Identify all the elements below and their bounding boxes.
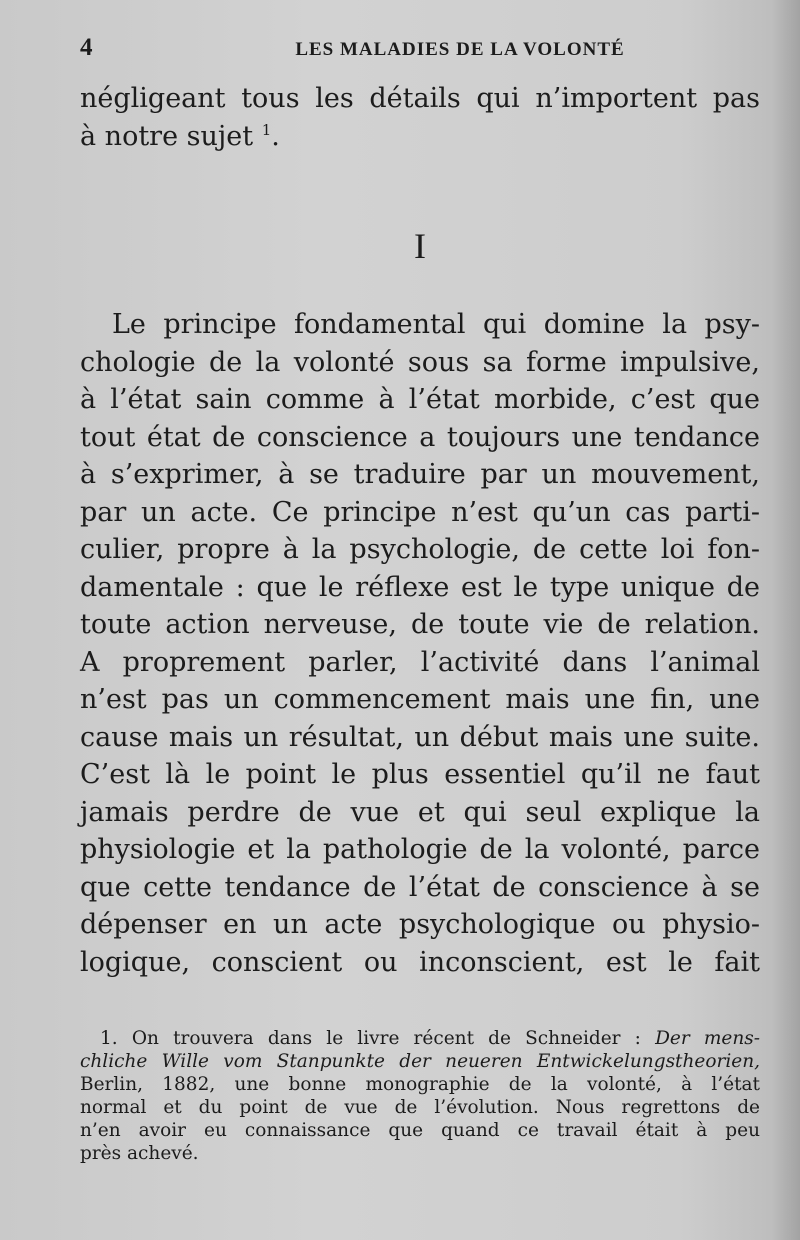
page-edge-shadow [772, 0, 800, 1240]
footnote-text: 1. On trouvera dans le livre récent de Schneider : [100, 1028, 656, 1049]
text-line: damentale : que le réflexe est le type unique de [80, 571, 760, 603]
text-line-last [80, 118, 760, 156]
text-line: par un acte. Ce principe n’est qu’un cas parti- [80, 496, 760, 528]
text-line: négligeant tous les détails qui n’importent pas [80, 83, 760, 114]
text-line: C’est là le point le plus essentiel qu’il ne faut [80, 759, 760, 790]
text-line: A proprement parler, l’activité dans l’animal [80, 646, 760, 678]
text-line: Le principe fondamental qui domine la psy- [112, 309, 760, 340]
text-line: chologie de la volonté sous sa forme impulsive, [80, 346, 760, 378]
page-number: 4 [80, 34, 93, 61]
text-line: que cette tendance de l’état de conscience à se [80, 871, 760, 903]
footnote-italic: Der mens- [655, 1028, 761, 1049]
text-line: n’est pas un commencement mais une fin, une [80, 684, 760, 715]
text-line: à s’exprimer, à se traduire par un mouvement, [80, 459, 760, 490]
footnote-line-last: près achevé. [80, 1143, 199, 1164]
text-line: logique, conscient ou inconscient, est le fait [80, 946, 760, 978]
text-line: toute action nerveuse, de toute vie de relation. [80, 609, 760, 640]
running-head: LES MALADIES DE LA VOLONTÉ [295, 39, 625, 60]
text-line: cause mais un résultat, un début mais une suite. [80, 721, 760, 753]
footnote-line: normal et du point de vue de l’évolution. Nous regrettons de [80, 1097, 760, 1118]
page-header [80, 34, 760, 68]
footnote-line: Berlin, 1882, une bonne monographie de la volonté, à l’état [80, 1074, 760, 1095]
text-fragment: à notre sujet [80, 121, 254, 152]
text-line: jamais perdre de vue et qui seul explique la [80, 796, 760, 828]
text-fragment: . [271, 121, 280, 152]
footnote-line: n’en avoir eu connaissance que quand ce travail était à peu [80, 1120, 760, 1141]
footnote [80, 1027, 760, 1165]
text-line: dépenser en un acte psychologique ou physio- [80, 909, 760, 940]
footnote-reference: 1 [261, 121, 272, 139]
section-heading: I [414, 226, 426, 266]
text-line: tout état de conscience a toujours une tendance [80, 421, 760, 453]
continued-paragraph [80, 80, 760, 156]
text-line: à l’état sain comme à l’état morbide, c’est que [80, 384, 760, 415]
body-paragraph [80, 306, 760, 981]
text-line: culier, propre à la psychologie, de cette loi fon- [80, 534, 760, 565]
footnote-line-italic: chliche Wille vom Stanpunkte der neueren Entwickelungstheorien, [80, 1051, 760, 1072]
text-line: physiologie et la pathologie de la volonté, parce [80, 834, 760, 865]
footnote-line [80, 1027, 760, 1050]
